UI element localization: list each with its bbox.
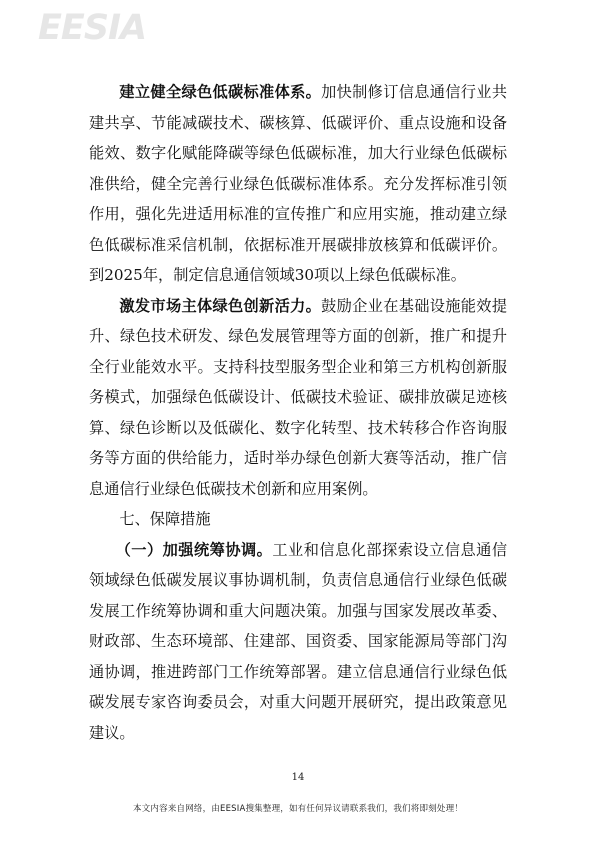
section-heading: 七、保障措施 (119, 510, 211, 528)
paragraph-coordination (89, 535, 507, 749)
paragraph-lead: （一）加强统筹协调。 (115, 540, 273, 559)
paragraph-text: 加快制修订信息通信行业共建共享、节能减碳技术、碳核算、低碳评价、重点设施和设备能效、数字化赋能降碳等绿色低碳标准，加大行业绿色低碳标准供给，健全完善行业绿色低碳标准体系。充分发挥标准引领作用，强化先进适用标准的宣传推广和应用实施，推动建立绿色低碳标准采信机制，依据标准开展碳排放核算和低碳评价。到2025年，制定信息通信领域30项以上绿色低碳标准。 (89, 83, 508, 284)
paragraph-text: 鼓励企业在基础设施能效提升、绿色技术研发、绿色发展管理等方面的创新，推广和提升全行业能效水平。支持科技型服务型企业和第三方机构创新服务模式，加强绿色低碳设计、低碳技术验证、碳排放碳足迹核算、绿色诊断以及低碳化、数字化转型、技术转移合作咨询服务等方面的供给能力，适时举办绿色创新大赛等活动，推广信息通信行业绿色低碳技术创新和应用案例。 (89, 296, 508, 498)
footer-disclaimer: 本文内容来自网络，由EESIA搜集整理，如有任何异议请联系我们，我们将即刻处理！ (133, 804, 463, 814)
paragraph-innovation (89, 291, 507, 505)
logo-text: EESIA (38, 8, 147, 48)
paragraph-standards (89, 77, 507, 291)
document-body (89, 77, 507, 748)
eesia-watermark-logo (38, 6, 158, 50)
page-number: 14 (291, 772, 305, 783)
paragraph-lead: 建立健全绿色低碳标准体系。 (119, 83, 322, 101)
paragraph-lead: 激发市场主体绿色创新活力。 (119, 296, 322, 315)
paragraph-text: 工业和信息化部探索设立信息通信领域绿色低碳发展议事协调机制，负责信息通信行业绿色低碳发展工作统筹协调和重大问题决策。加强与国家发展改革委、财政部、生态环境部、住建部、国资委、国家能源局等部门沟通协调，推进跨部门工作统筹部署。建立信息通信行业绿色低碳发展专家咨询委员会，对重大问题开展研究，提出政策意见建议。 (89, 540, 508, 742)
